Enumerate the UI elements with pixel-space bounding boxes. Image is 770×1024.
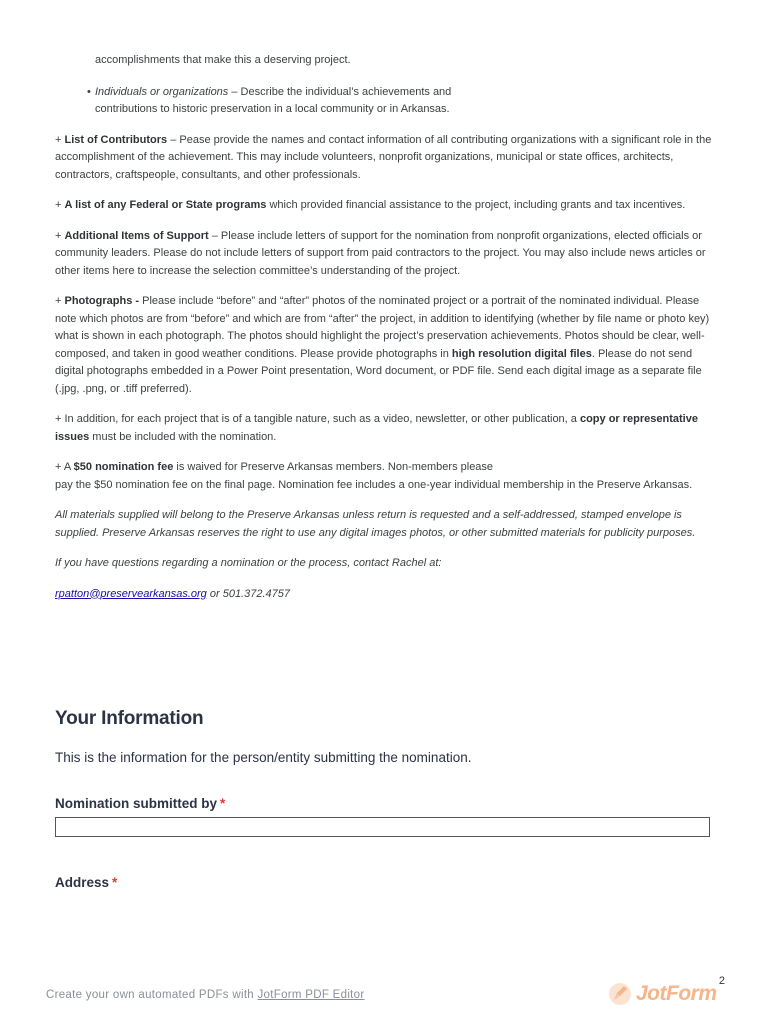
bullet-text-2: contributions to historic preservation in a local community or in Arkansas.	[95, 103, 450, 115]
nominator-label	[55, 796, 225, 811]
contact-line	[55, 586, 715, 604]
address-label-text: Address	[55, 875, 110, 890]
support-label: Additional Items of Support	[64, 229, 209, 242]
plus-prefix: +	[55, 199, 65, 211]
bullet-dot: •	[87, 85, 91, 98]
tangible-paragraph	[55, 411, 715, 446]
contributors-label: List of Contributors	[64, 133, 168, 146]
jotform-pencil-icon	[608, 982, 632, 1006]
nominator-label-text: Nomination submitted by	[55, 796, 217, 811]
section-title: Your Information	[55, 708, 204, 729]
nominator-input[interactable]	[55, 817, 710, 837]
page-number: 2	[718, 975, 725, 987]
support-text: – Please include letters of support for the nomination from nonprofit organizations, elected officials or community leaders. Please do not include letters of support from paid contractors to the project. You may also include news articles or other items here to increase the selection committee’s understanding of the project.	[55, 229, 706, 277]
tangible-bold: copy or representative issues	[55, 413, 698, 443]
tangible-text-2: must be included with the nomination.	[89, 430, 277, 443]
programs-label: A list of any Federal or State programs	[64, 199, 267, 211]
address-label	[55, 875, 117, 890]
required-mark: *	[112, 875, 118, 890]
section-description: This is the information for the person/entity submitting the nomination.	[55, 750, 472, 765]
photographs-bold: high resolution digital files	[451, 347, 592, 360]
programs-paragraph	[55, 197, 715, 215]
photographs-label: Photographs -	[64, 295, 140, 307]
fee-text-3: pay the $50 nomination fee on the final page. Nomination fee includes a one-year individual membership in the Preserve Arkansas.	[55, 478, 693, 491]
photographs-text-1: Please include “before” and “after” photos of the nominated project or a portrait of the nominated individual. Please note which photos are from “before” and which are from “after” the project, in addition to identifying (whether by file name or photo key) what is shown in each photograph. The photos should highlight the project’s preservation achievements. Photos should be clear, well-composed, and taken in good weather conditions. Please provide photographs in	[55, 295, 710, 360]
contact-email-link[interactable]: rpatton@preservearkansas.org	[55, 587, 207, 600]
contributors-paragraph	[55, 132, 715, 185]
fee-paragraph	[55, 459, 715, 494]
contributors-text: – Pease provide the names and contact information of all contributing organizations with a significant role in the accomplishment of the achievement. This may include volunteers, nonprofit organizations, municipal or state offices, architects, contractors, craftspeople, consultants, and other professionals.	[55, 133, 712, 181]
logo-text: JotForm	[636, 982, 717, 1005]
plus-prefix: +	[55, 133, 65, 146]
bullet-label: Individuals or organizations	[95, 85, 229, 98]
fee-bold: $50 nomination fee	[73, 461, 174, 473]
programs-text: which provided financial assistance to the project, including grants and tax incentives.	[266, 199, 686, 211]
footer	[46, 989, 365, 1001]
support-paragraph	[55, 228, 715, 281]
tangible-text-1: + In addition, for each project that is of a tangible nature, such as a video, newsletter, or other publication, a	[55, 413, 580, 425]
document-body	[55, 0, 715, 603]
plus-prefix: +	[55, 229, 65, 242]
materials-note: All materials supplied will belong to the Preserve Arkansas unless return is requested and a self-addressed, stamped envelope is supplied. Preserve Arkansas reserves the right to use any digital images photos, or other submitted materials for publicity purposes.	[55, 509, 696, 539]
footer-editor-link[interactable]: JotForm PDF Editor	[257, 989, 365, 1001]
top-line: accomplishments that make this a deserving project.	[95, 54, 351, 66]
photographs-paragraph	[55, 293, 715, 398]
plus-prefix: +	[55, 295, 65, 307]
fee-text-2: is waived for Preserve Arkansas members. Non-members please	[173, 461, 494, 473]
bullet-text-1: – Describe the individual’s achievements and	[228, 85, 452, 98]
fee-text-1: + A	[55, 461, 74, 473]
photographs-text-2: . Please do not send digital photographs embedded in a Power Point presentation, Word document, or PDF file. Send each digital image as a separate file (.jpg, .png, or .tiff preferred).	[55, 347, 702, 395]
questions-note: If you have questions regarding a nomination or the process, contact Rachel at:	[55, 557, 442, 569]
footer-text: Create your own automated PDFs with	[46, 989, 258, 1001]
bullet-individuals	[87, 84, 715, 119]
required-mark: *	[220, 796, 226, 811]
contact-phone: or 501.372.4757	[206, 587, 290, 600]
jotform-logo[interactable]	[608, 980, 728, 1008]
